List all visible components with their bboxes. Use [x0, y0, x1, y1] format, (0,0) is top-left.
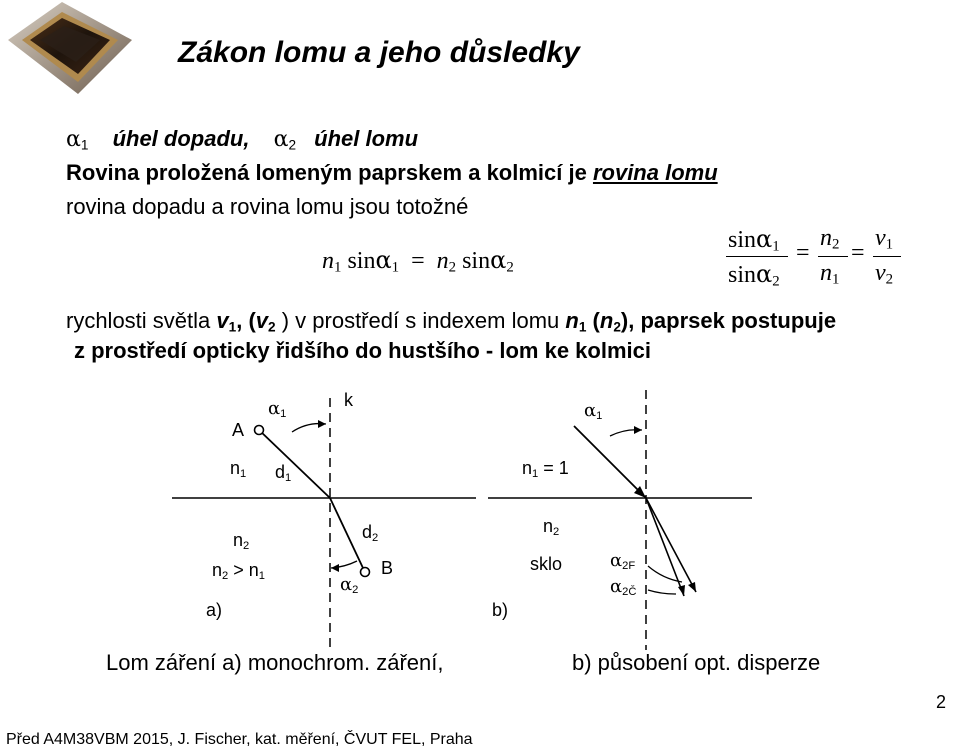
alpha2C-label: $\alpha_{2Č}$	[610, 576, 637, 598]
ratio-den-3: $v_2$	[875, 260, 894, 288]
n1-label-a: $n_1$	[230, 458, 247, 480]
alpha2-label-a: $\alpha_2$	[340, 574, 359, 596]
alpha2-arrowhead-a	[331, 564, 339, 572]
alpha1-label-b: $\alpha_1$	[584, 400, 603, 422]
point-B	[361, 568, 370, 577]
caption-right: b) působení opt. disperze	[572, 650, 821, 675]
n2-gt-n1-label: $n_2 > n_1$	[212, 560, 265, 582]
ratio-num-3: $v_1$	[875, 225, 894, 253]
alpha1-arrowhead-b	[634, 426, 642, 434]
plane-of-refraction-term: rovina lomu	[592, 160, 718, 185]
point-A	[255, 426, 264, 435]
incident-ray-b	[574, 426, 646, 498]
alpha1-subscript: 1	[80, 137, 89, 153]
planes-identical-statement: rovina dopadu a rovina lomu jsou totožné	[66, 194, 469, 219]
snell-law-equation: $n_1$ $\sin\alpha_1 = n_2$ sinα$_2$	[322, 246, 514, 276]
ratio-den-2: $n_1$	[820, 260, 840, 288]
incidence-angle-text: úhel dopadu,	[112, 126, 250, 151]
velocity-paragraph-line2: z prostředí opticky řidšího do hustšího - lom ke kolmici	[74, 338, 651, 363]
refracted-ray-red	[646, 498, 696, 592]
diagram-b-label: b)	[492, 600, 509, 620]
page-title: Zákon lomu a jeho důsledky	[178, 36, 580, 69]
glass-label: sklo	[530, 554, 563, 574]
n2-label-b: $n_2$	[543, 516, 560, 538]
page-number: 2	[936, 692, 947, 712]
ratio-num-1: sinα$_1$	[728, 225, 780, 255]
d2-label: $d_2$	[362, 522, 379, 544]
alpha2C-arc	[648, 590, 676, 594]
footer-text: Před A4M38VBM 2015, J. Fischer, kat. měření, ČVUT FEL, Praha	[6, 731, 473, 748]
alpha1-arrowhead-a	[318, 420, 326, 428]
d1-label: $d_1$	[275, 462, 292, 484]
refraction-angle-text: úhel lomu	[314, 126, 419, 151]
alpha2F-label: $\alpha_{2F}$	[610, 550, 636, 572]
alpha2-symbol: α	[273, 127, 289, 152]
n1-equals-1-label: $n_1 = 1$	[522, 458, 569, 480]
normal-label-k: k	[344, 390, 353, 410]
caption-left: Lom záření a) monochrom. záření,	[106, 650, 444, 675]
statement-prefix: Rovina proložená lomeným paprskem a kolmicí je	[66, 160, 593, 185]
alpha2-subscript: 2	[288, 137, 297, 153]
incident-ray-a	[259, 430, 330, 498]
refracted-ray-a	[330, 498, 363, 568]
point-B-label: B	[381, 558, 394, 578]
velocity-paragraph-line1: rychlosti světla $v_1$, ($v_2$ ) v prostředí s indexem lomu $n_1$ $(n_2)$, paprsek postupuje	[66, 308, 837, 335]
alpha1-label-a: $\alpha_1$	[268, 398, 287, 420]
alpha1-symbol: α	[66, 127, 81, 152]
point-A-label: A	[232, 420, 245, 440]
diagram-a-label: a)	[206, 600, 223, 620]
ratio-den-1: sinα$_2$	[728, 260, 780, 290]
n2-label-a: $n_2$	[233, 530, 250, 552]
ratio-num-2: $n_2$	[820, 225, 840, 253]
